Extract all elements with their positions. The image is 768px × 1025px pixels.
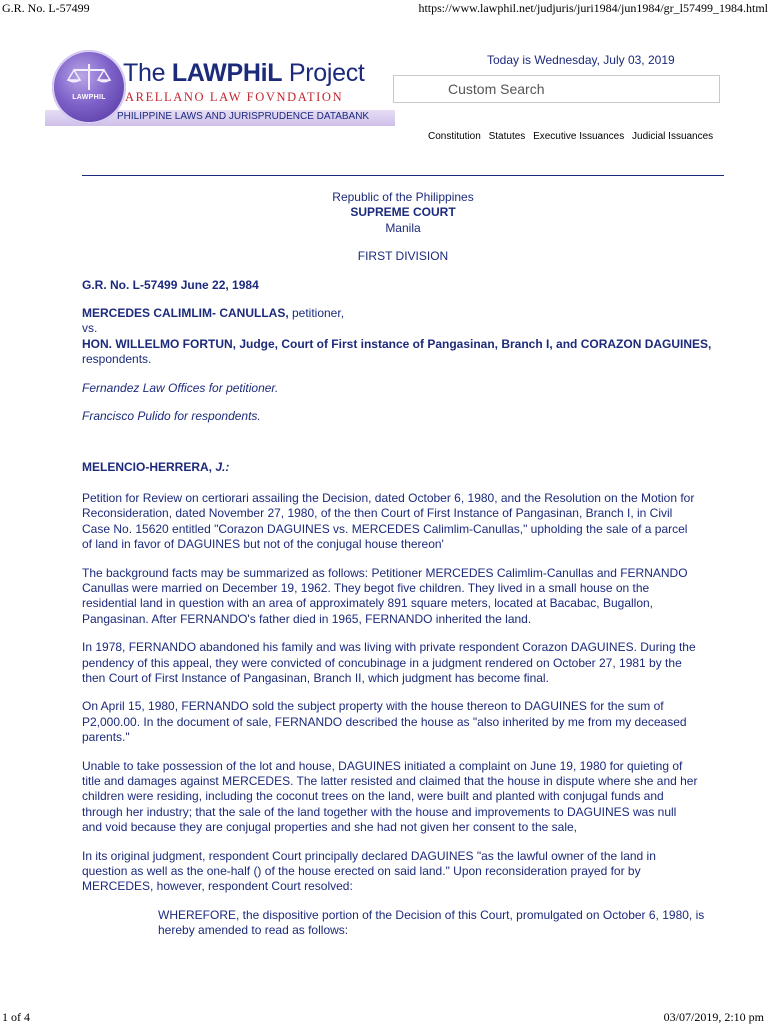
division-name: FIRST DIVISION	[357, 249, 449, 264]
paragraph-3: In 1978, FERNANDO abandoned his family and was living with private respondent Corazon DAGUINES. During the pendency of this appeal, they were convicted of concubinage in a judgment rendered on October 27, 1981 by the then Court of First Instance of Pangasinan, Branch II, which judgment has become final.	[82, 640, 696, 685]
paragraph-1: Petition for Review on certiorari assailing the Decision, dated October 6, 1980, and the Resolution on the Motion for Reconsideration, dated November 27, 1980, of the then Court of First Instance of Pangasinan, Branch I, in Civil Case No. 15620 entitled "Corazon DAGUINES vs. MERCEDES Calimlim-Canullas," upholding the sale of a parcel of land in favor of DAGUINES but not of the conjugal house thereon'	[82, 490, 695, 552]
court-city: Manila	[385, 220, 421, 235]
republic-line: Republic of the Philippines	[332, 190, 474, 204]
respondents-name: HON. WILLELMO FORTUN, Judge, Court of First instance of Pangasinan, Branch I, and CORAZON DAGUINES,	[82, 336, 712, 351]
paragraph-5: Unable to take possession of the lot and house, DAGUINES initiated a complaint on June 19, 1980 for quieting of title and damages against MERCEDES. The latter resisted and claimed that the house in dispute where she and her children were residing, including the coconut trees on the land, were built and planted with conjugal funds and through her industry; that the sale of the land together with the house and improvements to DAGUINES was null and void because they are conjugal properties and she had not given her consent to the sale,	[82, 758, 698, 835]
petitioner-name: MERCEDES CALIMLIM- CANULLAS,	[82, 306, 289, 321]
petitioner-role: petitioner,	[288, 306, 345, 321]
decision-document	[82, 190, 724, 939]
nav-statutes[interactable]: Statutes	[488, 131, 526, 142]
nav-constitution[interactable]: Constitution	[428, 131, 481, 142]
counsel-petitioner: Fernandez Law Offices for petitioner.	[82, 380, 279, 395]
logo-title: The LAWPHiL Project	[123, 59, 365, 87]
court-name: SUPREME COURT	[350, 205, 456, 220]
case-number: G.R. No. L-57499 June 22, 1984	[82, 277, 259, 292]
print-timestamp: 03/07/2019, 2:10 pm	[663, 1010, 764, 1024]
top-nav	[428, 131, 724, 142]
nav-executive-issuances[interactable]: Executive Issuances	[533, 131, 625, 142]
today-date: Today is Wednesday, July 03, 2019	[487, 53, 675, 67]
lawphil-logo[interactable]	[45, 50, 395, 130]
logo-band-text: PHILIPPINE LAWS AND JURISPRUDENCE DATABANK	[117, 111, 370, 122]
header-divider	[82, 175, 724, 176]
logo-subtitle: ARELLANO LAW FOVNDATION	[125, 90, 344, 104]
counsel-respondents: Francisco Pulido for respondents.	[82, 409, 261, 424]
paragraph-6: In its original judgment, respondent Court principally declared DAGUINES "as the lawful owner of the land in question as well as the one-half () of the house erected on said land." Upon reconsideration prayed for by MERCEDES, however, respondent Court resolved:	[82, 848, 656, 894]
seal-text: LAWPHIL	[72, 94, 106, 101]
quoted-dispositive: WHEREFORE, the dispositive portion of the Decision of this Court, promulgated on October 6, 1980, is hereby amended to read as follows:	[158, 907, 705, 938]
lawphil-seal-icon	[52, 50, 126, 124]
print-doc-title: G.R. No. L-57499	[2, 1, 90, 15]
ponente: MELENCIO-HERRERA, J.:	[82, 460, 230, 475]
nav-judicial-issuances[interactable]: Judicial Issuances	[632, 131, 714, 142]
print-page-number: 1 of 4	[2, 1010, 30, 1024]
paragraph-2: The background facts may be summarized as follows: Petitioner MERCEDES Calimlim-Canullas and FERNANDO Canullas were married on December 19, 1962. They begot five children. They lived in a small house on the residential land in question with an area of approximately 891 square meters, located at Bacabac, Bugallon, Pangasinan. After FERNANDO's father died in 1965, FERNANDO inherited the land.	[82, 565, 688, 626]
search-input[interactable]	[394, 76, 719, 102]
versus: vs.	[82, 321, 98, 336]
case-parties	[82, 306, 724, 368]
court-header	[82, 190, 724, 265]
respondents-role: respondents.	[82, 352, 152, 367]
print-url: https://www.lawphil.net/judjuris/juri1984/jun1984/gr_l57499_1984.html	[418, 1, 768, 15]
custom-search-box[interactable]	[393, 75, 720, 103]
paragraph-4: On April 15, 1980, FERNANDO sold the subject property with the house thereon to DAGUINES for the sum of P2,000.00. In the document of sale, FERNANDO described the house as "also inherited by me from my deceased parents."	[82, 699, 687, 745]
